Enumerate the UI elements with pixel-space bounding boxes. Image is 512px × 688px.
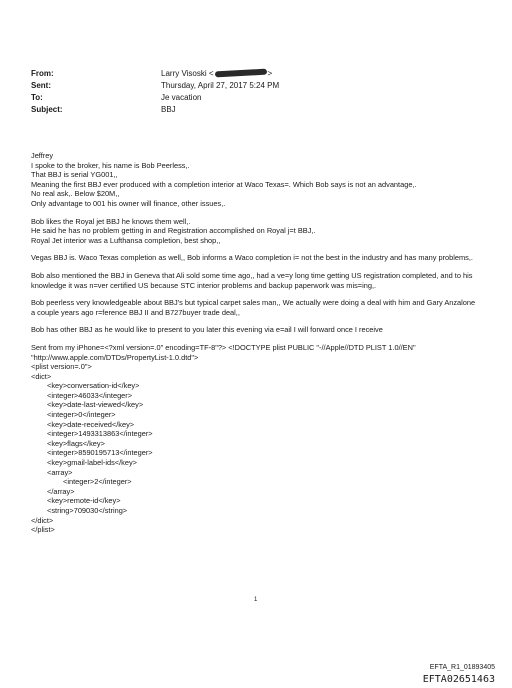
code-line: <key>flags</key> xyxy=(47,438,105,448)
sent-value: Thursday, April 27, 2017 5:24 PM xyxy=(161,81,280,90)
code-line: </dict> xyxy=(31,515,54,525)
paragraph-1: Jeffrey I spoke to the broker, his name is Bob Peerless,. That BBJ is serial YG001,, Meaning the first BBJ ever produced with a completion interior at Waco Texas=. Which Bob says is not an advantage,. No real ask,. Below $20M,, Only advantage to 001 his owner will finance, other issues,. xyxy=(31,151,417,208)
paragraph-5: Bob peerless very knowledgeable about BBJ's but typical carpet sales man,, We actually were doing a deal with him and Gary Anzalone a couple years ago r=ference BBJ II and B727buyer trade deal,, xyxy=(31,298,476,317)
code-line: <integer>8590195713</integer> xyxy=(47,448,153,458)
plist-code-block xyxy=(31,343,481,535)
code-line: <key>conversation-id</key> xyxy=(47,381,140,391)
code-line: <key>remote-id</key> xyxy=(47,496,121,506)
code-line: <plist version=.0"> xyxy=(31,362,92,372)
code-line: <string>709030</string> xyxy=(47,506,128,515)
paragraph-3: Vegas BBJ is. Waco Texas completion as well,, Bob informs a Waco completion i= not the best in the industry and has many problems,. xyxy=(31,253,473,263)
code-line: <key>gmail-label-ids</key> xyxy=(47,458,137,468)
code-line: <dict> xyxy=(31,371,52,381)
code-line: </array> xyxy=(47,486,75,496)
sent-label: Sent: xyxy=(31,81,51,90)
subject-value: BBJ xyxy=(161,105,176,114)
from-label: From: xyxy=(31,69,54,78)
code-line: <array> xyxy=(47,467,73,477)
code-line: </plist> xyxy=(31,525,55,535)
page-number: 1 xyxy=(254,597,258,603)
code-line: <integer>46033</integer> xyxy=(47,390,133,400)
email-body xyxy=(31,151,481,535)
to-value: Je vacation xyxy=(161,93,202,102)
paragraph-6: Bob has other BBJ as he would like to present to you later this evening via e=ail I will forward once I receive xyxy=(31,325,383,335)
document-reference-1: EFTA_R1_01893405 xyxy=(429,664,495,671)
code-line: <integer>1493313863</integer> xyxy=(47,429,153,439)
from-value: Larry Visoski < > xyxy=(161,69,273,78)
subject-label: Subject: xyxy=(31,105,63,114)
code-line: <key>date-last-viewed</key> xyxy=(47,400,144,410)
code-line: <key>date-received</key> xyxy=(47,419,135,429)
code-line: Sent from my iPhone=<?xml version=.0" encoding=TF-8"?> <!DOCTYPE plist PUBLIC "-//Apple//DTD PLIST 1.0//EN" xyxy=(31,342,416,352)
paragraph-2: Bob likes the Royal jet BBJ he knows them well,. He said he has no problem getting in and Registration accomplished on Royal j=t BBJ,. Royal Jet interior was a Lufthansa completion, best shop,, xyxy=(31,216,316,245)
paragraph-4: Bob also mentioned the BBJ in Geneva that Ali sold some time ago,, had a ve=y long time getting US registration completed, and to his knowledge it was n=ver certified US because STC interior problems and backup paperwork was mis=ing,. xyxy=(31,270,473,290)
code-line: "http://www.apple.com/DTDs/PropertyList-1.0.dtd"> xyxy=(31,352,199,362)
redacted-email xyxy=(214,69,266,78)
to-label: To: xyxy=(31,93,43,102)
code-line: <integer>0</integer> xyxy=(47,410,116,420)
document-reference-2: EFTA02651463 xyxy=(422,674,495,685)
code-line: <integer>2</integer> xyxy=(63,477,132,487)
